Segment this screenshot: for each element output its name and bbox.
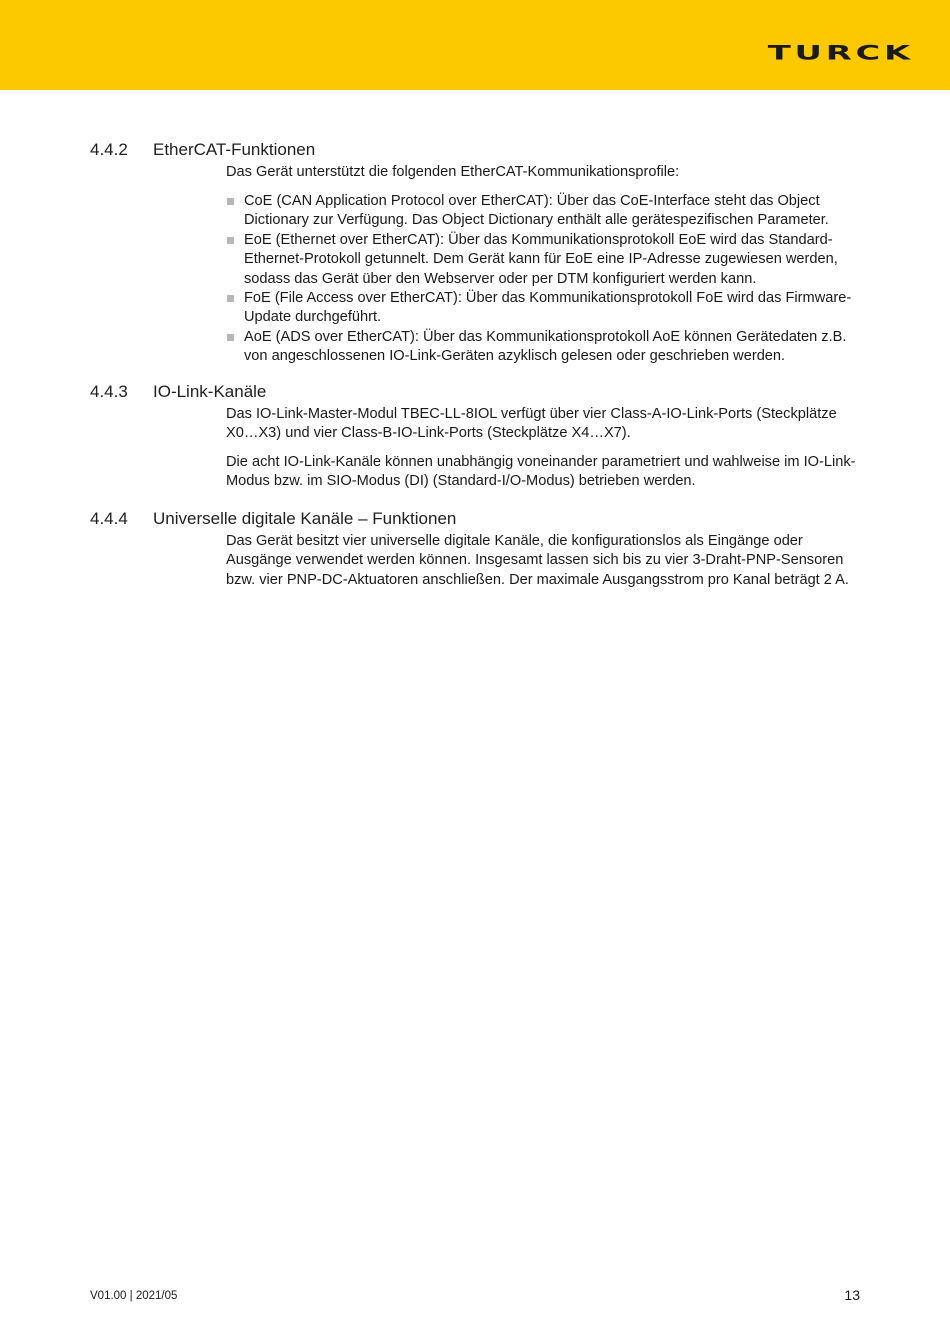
section-title: EtherCAT-Funktionen <box>153 140 316 159</box>
list-item-text: FoE (File Access over EtherCAT): Über das Kommunikationsprotokoll FoE wird das Firmware-Update durchgeführt. <box>244 290 852 326</box>
header-band <box>0 0 950 90</box>
section-number: 4.4.3 <box>90 382 128 401</box>
section-heading-4-4-4 <box>90 509 456 529</box>
paragraph: Das Gerät besitzt vier universelle digitale Kanäle, die konfigurationslos als Eingänge oder Ausgänge verwendet werden können. Insgesamt lassen sich bis zu vier 3-Draht-PNP-Sensoren bzw. vier PNP-DC-Aktuatoren anschließen. Der maximale Ausgangsstrom pro Kanal beträgt 2 A. <box>226 533 849 588</box>
list-item-text: AoE (ADS over EtherCAT): Über das Kommunikationsprotokoll AoE können Gerätedaten z.B. von angeschlossenen IO-Link-Geräten azyklisch gelesen oder geschrieben werden. <box>244 328 847 365</box>
paragraph: Die acht IO-Link-Kanäle können unabhängig voneinander parametriert und wahlweise im IO-Link-Modus bzw. im SIO-Modus (DI) (Standard-I/O-Modus) betrieben werden. <box>226 454 856 490</box>
ethercat-profile-list <box>226 192 866 367</box>
section-number: 4.4.2 <box>90 140 128 159</box>
list-item <box>226 328 866 367</box>
list-item <box>226 289 866 328</box>
list-item-text: EoE (Ethernet over EtherCAT): Über das Kommunikationsprotokoll EoE wird das Standard-Ethernet-Protokoll getunnelt. Dem Gerät kann für EoE eine IP-Adresse zugewiesen werden, sodass das Gerät über den Webserver oder per DTM konfiguriert werden kann. <box>244 231 838 287</box>
section-heading-4-4-3 <box>90 382 266 402</box>
list-item-text: CoE (CAN Application Protocol over EtherCAT): Über das CoE-Interface steht das Object Dictionary zur Verfügung. Das Object Dictionary enthält alle gerätespezifischen Parameter. <box>244 193 829 229</box>
page-number: 13 <box>844 1287 860 1303</box>
turck-logo: TURCK <box>767 42 914 65</box>
footer-version: V01.00 | 2021/05 <box>90 1290 178 1302</box>
section-number: 4.4.4 <box>90 509 128 528</box>
section-title: IO-Link-Kanäle <box>153 382 267 401</box>
section-intro: Das Gerät unterstützt die folgenden EtherCAT-Kommunikationsprofile: <box>226 164 680 180</box>
square-bullet-icon <box>227 237 234 244</box>
square-bullet-icon <box>227 295 234 302</box>
paragraph: Das IO-Link-Master-Modul TBEC-LL-8IOL verfügt über vier Class-A-IO-Link-Ports (Steckplätze X0…X3) und vier Class-B-IO-Link-Ports (Steckplätze X4…X7). <box>226 406 837 442</box>
section-title: Universelle digitale Kanäle – Funktionen <box>153 509 457 528</box>
list-item <box>226 192 866 231</box>
square-bullet-icon <box>227 198 234 205</box>
section-heading-4-4-2 <box>90 140 315 160</box>
square-bullet-icon <box>227 334 234 341</box>
list-item <box>226 231 866 289</box>
